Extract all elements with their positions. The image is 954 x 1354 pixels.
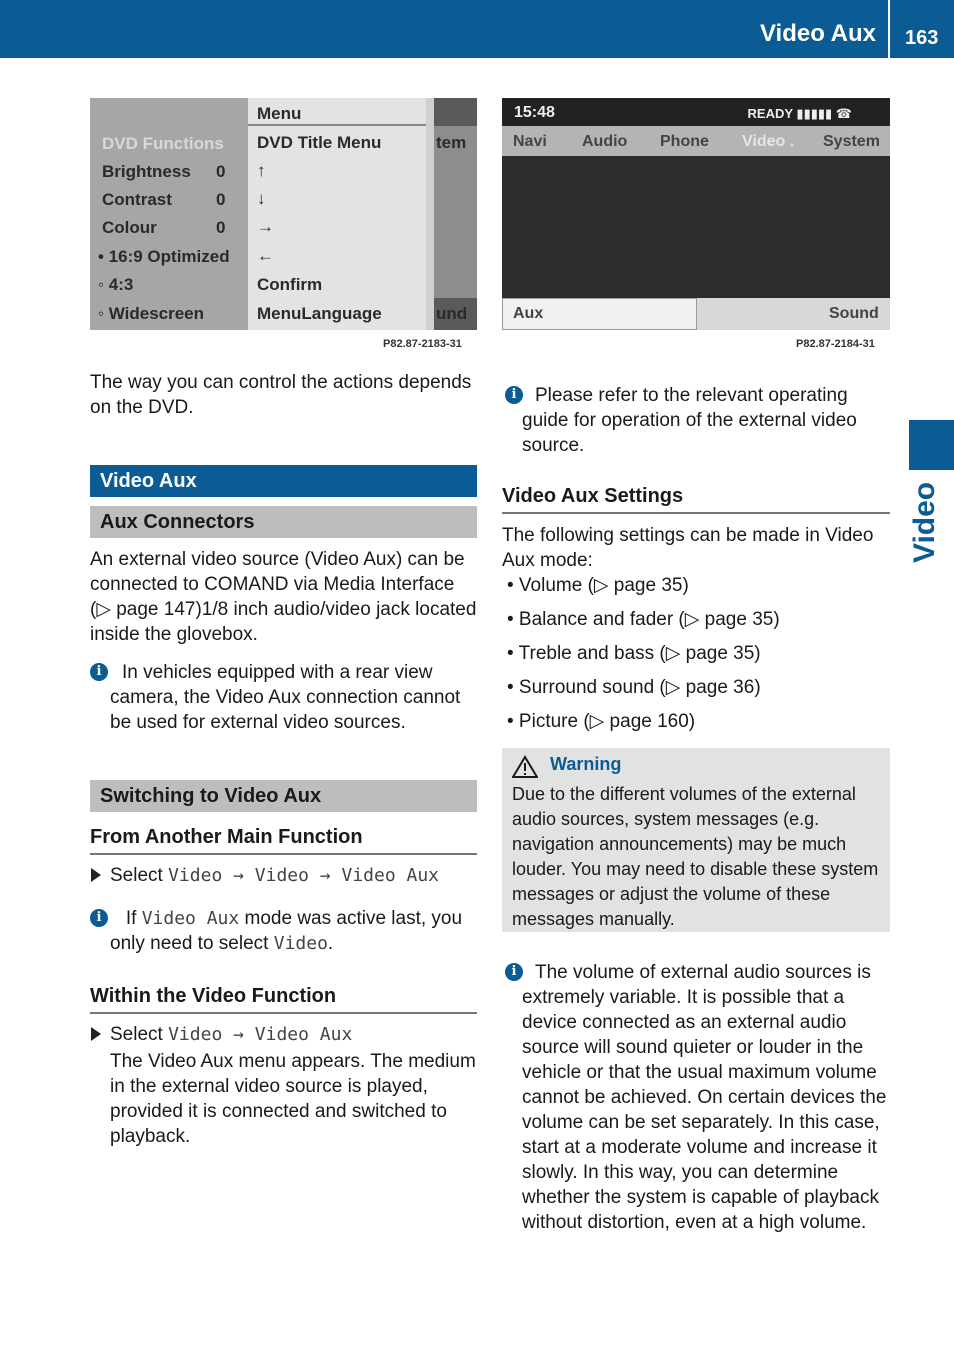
tab-audio: Audio: [582, 133, 628, 150]
menu-panel: [248, 98, 426, 330]
sound-label: Sound: [829, 305, 879, 322]
heading-aux-connectors: Aux Connectors: [90, 506, 477, 538]
clock: 15:48: [514, 104, 555, 121]
info-fragment: If: [125, 908, 137, 929]
warning-line: messages or adjust the volume of these: [512, 884, 831, 904]
step-prefix: Select: [110, 1024, 163, 1045]
header-bar: [0, 0, 954, 58]
menu-path: Video Aux: [141, 908, 240, 929]
header-title: Video Aux: [759, 20, 876, 47]
header-divider: [888, 0, 890, 58]
menu-item: →: [257, 217, 274, 236]
info-icon: i: [90, 663, 108, 681]
tab-phone: Phone: [660, 133, 709, 150]
warning-line: Due to the different volumes of the external: [512, 784, 856, 804]
menu-path: Video: [273, 933, 328, 954]
settings-item: • Picture (▷ page 160): [507, 711, 696, 732]
menu-item: • 16:9 Optimized: [98, 247, 230, 266]
page-number: 163: [905, 27, 939, 49]
info-volume-text: The volume of external audio sources is extremely variable. It is possible that a device connected as an external audio source will sound quieter or louder in the vehicle or that the usual maximum volume cannot be achieved. On certain devices the volume can be set separately. In this case, start at a moderate volume and increase it slowly. In this way, you can determine whether the system is capable of playback without distortion, even at a high volume.: [522, 962, 887, 1233]
settings-item: • Surround sound (▷ page 36): [507, 677, 761, 698]
heading-switching: Switching to Video Aux: [90, 780, 477, 812]
menu-path: Video → Video Aux: [168, 1024, 353, 1045]
aux-info-text: In vehicles equipped with a rear view camera, the Video Aux connection cannot be used for external video sources.: [110, 662, 461, 733]
menu-path: Video → Video → Video Aux: [168, 865, 440, 886]
menu-value: 0: [216, 162, 226, 181]
aux-label: Aux: [513, 305, 544, 322]
info-refer-text: Please refer to the relevant operating guide for operation of the external video source.: [522, 385, 857, 456]
settings-item: • Balance and fader (▷ page 35): [507, 609, 780, 630]
partial-text: tem: [436, 133, 467, 152]
side-tab-text: Video: [908, 481, 941, 563]
menu-item: Contrast: [102, 190, 172, 209]
info-icon: i: [90, 909, 108, 927]
info-fragment: only need to select: [110, 933, 269, 954]
warning-icon: [512, 755, 538, 779]
side-tab-label: [898, 483, 954, 573]
menu-item: MenuLanguage: [257, 304, 382, 323]
step-arrow-icon: [91, 1027, 101, 1041]
menu-item: DVD Functions: [102, 134, 224, 153]
partial-text: und: [436, 304, 468, 323]
menu-item: ◦ 4:3: [98, 275, 134, 294]
warning-line: audio sources, system messages (e.g.: [512, 809, 820, 829]
side-tab-marker: [909, 420, 954, 470]
within-result-text: The Video Aux menu appears. The medium in the external video source is played, provided it is connected and switched to playback.: [110, 1051, 476, 1147]
figure-caption: P82.87-2183-31: [383, 338, 462, 350]
info-icon: i: [505, 386, 523, 404]
from-step: [110, 863, 480, 888]
tab-navi: Navi: [513, 133, 547, 150]
settings-item: • Volume (▷ page 35): [507, 575, 689, 596]
heading-settings: Video Aux Settings: [502, 485, 890, 514]
menu-divider: [248, 124, 426, 126]
menu-scrollbar: [426, 98, 434, 330]
menu-item: ↓: [257, 189, 266, 208]
menu-item: Colour: [102, 218, 157, 237]
figure-caption: P82.87-2184-31: [796, 338, 875, 350]
dvd-functions-panel: [90, 98, 248, 330]
warning-line: messages manually.: [512, 909, 675, 929]
aux-connectors-text: An external video source (Video Aux) can be connected to COMAND via Media Interface (▷ page 147)1/8 inch audio/video jack located inside the glovebox.: [90, 549, 477, 645]
step-arrow-icon: [91, 868, 101, 882]
intro-text: The way you can control the actions depends on the DVD.: [90, 372, 472, 418]
heading-from-another: From Another Main Function: [90, 826, 477, 855]
tab-video: Video .: [742, 133, 795, 150]
warning-line: navigation announcements) may be much: [512, 834, 847, 854]
from-info-text: [110, 906, 480, 956]
menu-value: 0: [216, 218, 226, 237]
info-fragment: mode was active last, you: [244, 908, 463, 929]
settings-item: • Treble and bass (▷ page 35): [507, 643, 761, 664]
menu-item: ↑: [257, 161, 266, 180]
section-title-video-aux: Video Aux: [90, 465, 477, 497]
menu-value: 0: [216, 190, 226, 209]
within-step: [110, 1022, 480, 1047]
video-aux-screenshot: [502, 98, 890, 330]
menu-item: DVD Title Menu: [257, 133, 382, 152]
menu-item: ◦ Widescreen: [98, 304, 205, 323]
dvd-menu-screenshot: [90, 98, 477, 330]
menu-item: Confirm: [257, 275, 323, 294]
status-indicator: READY ▮▮▮▮▮ ☎: [747, 106, 852, 121]
video-area: [502, 156, 890, 298]
heading-within: Within the Video Function: [90, 985, 477, 1014]
settings-intro: The following settings can be made in Video Aux mode:: [502, 525, 874, 571]
warning-title: Warning: [550, 754, 622, 774]
tab-system: System: [823, 133, 880, 150]
warning-line: louder. You may need to disable these system: [512, 859, 879, 879]
menu-item: ←: [257, 246, 274, 265]
menu-item: Menu: [257, 104, 302, 123]
step-prefix: Select: [110, 865, 163, 886]
info-fragment: .: [327, 933, 334, 954]
info-icon: i: [505, 963, 523, 981]
menu-item: Brightness: [102, 162, 191, 181]
